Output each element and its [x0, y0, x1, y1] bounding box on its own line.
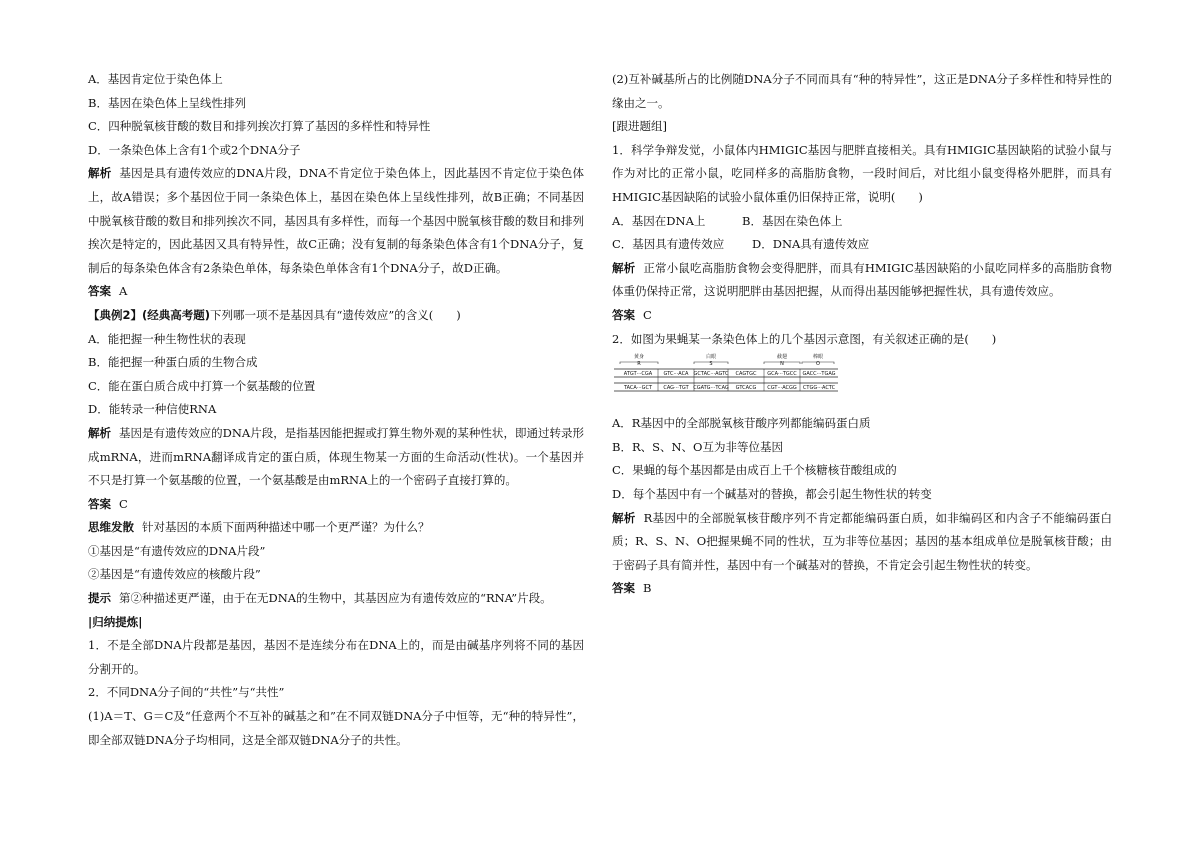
example2-option-d: D．能转录一种信使RNA — [88, 402, 217, 417]
hint-label: 提示 — [88, 591, 111, 606]
summary-2: 2．不同DNA分子间的“共性”与“共性” — [88, 685, 285, 700]
fq2-stem: 2．如图为果蝇某一条染色体上的几个基因示意图，有关叙述正确的是( ) — [612, 331, 997, 346]
think-question — [88, 516, 584, 540]
analysis-label: 解析 — [88, 425, 112, 440]
summary-2-2: (2)互补碱基所占的比例随DNA分子不同而具有“种的特异性”，这正是DNA分子多样性和特异性的缘由之一。 — [612, 72, 1112, 110]
bottom-seq-2: CAG···TGT — [663, 385, 689, 392]
analysis-label: 解析 — [88, 166, 112, 181]
q1-analysis — [88, 162, 584, 280]
summary-title — [88, 611, 584, 635]
example2-stem-text: 下列哪一项不是基因具有“遗传效应”的含义( ) — [210, 307, 461, 322]
fq2-option-d: D．每个基因中有一个碱基对的替换，都会引起生物性状的转变 — [612, 486, 932, 501]
bottom-seq-4: GTCACG — [735, 385, 757, 392]
q1-option-a: A．基因肯定位于染色体上 — [88, 72, 223, 86]
summary-2-1: (1)A＝T、G＝C及“任意两个不互补的碱基之和”在不同双链DNA分子中恒等，无“种的特异性”，即全部双链DNA分子均相同，这是全部双链DNA分子的共性。 — [88, 709, 584, 747]
top-seq-4: CAGTGC — [735, 371, 757, 378]
example2-analysis-text: 基因是有遗传效应的DNA片段，是指基因能把握或打算生物外观的某种性状，即通过转录形成mRNA，进而mRNA翻译成肯定的蛋白质，体现生物某一方面的生命活动(性状)。一个基因并不只是打算一个氨基酸的位置，一个氨基酸是由mRNA上的一个密码子直接打算的。 — [88, 425, 585, 488]
q1-analysis-text: 基因是具有遗传效应的DNA片段，DNA不肯定位于染色体上，因此基因不肯定位于染色体上，故A错误；多个基因位于同一条染色体上，基因在染色体上呈线性排列，故B正确；不同基因中脱氧核苷酸的数目和排列挨次不同，基因具有多样性，而每一个基因中脱氧核苷酸的数目和排列挨次是特定的，因此基因又具有特异性，故C正确；没有复制的每条染色体含有1个DNA分子，复制后的每条染色体含有2条染色单体，每条染色单体含有1个DNA分子，故D正确。 — [88, 166, 585, 275]
top-seq-3: GCTAC···AGTC — [693, 371, 729, 378]
fq1-option-a: A．基因在DNA上 — [612, 213, 706, 228]
fq1-options-row-1 — [612, 210, 1112, 234]
analysis-label: 解析 — [612, 260, 636, 275]
fq2-answer — [612, 577, 1112, 601]
fq1-stem: 1．科学争辩发觉，小鼠体内HMIGIC基因与肥胖直接相关。具有HMIGIC基因缺陷的试验小鼠与作为对比的正常小鼠，吃同样多的高脂肪食物，一段时间后，对比组小鼠变得格外肥胖，而具有HMIGIC基因缺陷的试验小鼠体重仍旧保持正常，说明( ) — [612, 142, 1112, 204]
fq1-analysis — [612, 257, 1112, 304]
top-seq-1: ATGT···CGA — [623, 371, 653, 378]
example2-analysis — [88, 422, 584, 493]
example2-answer-value: C — [119, 496, 128, 511]
summary-title-text: |归纳提炼| — [88, 614, 143, 629]
fq2-answer-value: B — [643, 581, 652, 596]
gene-letter-n: N — [780, 361, 784, 368]
example2-option-c: C．能在蛋白质合成中打算一个氨基酸的位置 — [88, 378, 316, 393]
fq2-analysis-text: R基因中的全部脱氧核苷酸序列不肯定都能编码蛋白质，如非编码区和内含子不能编码蛋白质；R、S、N、O把握果蝇不同的性状，互为非等位基因；基因的基本组成单位是脱氧核苷酸；由于密码子具有简并性，基因中有一个碱基对的替换，不肯定会引起生物性状的转变。 — [612, 510, 1112, 572]
gene-letter-o: O — [816, 361, 820, 368]
example2-source: (经典高考题) — [142, 307, 211, 322]
bottom-seq-3: CGATG···TCAG — [693, 385, 729, 392]
bottom-seq-5: CGT···ACGG — [767, 385, 797, 392]
q1-answer-value: A — [119, 284, 128, 299]
top-seq-5: GCA···TGCC — [767, 371, 797, 378]
gene-letter-s: S — [709, 361, 713, 368]
gene-diagram — [612, 353, 840, 403]
gene-label-s: 白眼 — [705, 354, 717, 361]
fq1-answer — [612, 304, 1112, 328]
right-column — [612, 68, 1112, 601]
summary-1: 1．不是全部DNA片段都是基因，基因不是连续分布在DNA上的，而是由碱基序列将不同的基因分割开的。 — [88, 638, 584, 676]
example2-stem — [88, 304, 584, 328]
gene-label-n: 截翅 — [776, 354, 788, 361]
gene-letter-r: R — [637, 361, 641, 368]
think-item-2: ②基因是“有遗传效应的核酸片段” — [88, 567, 261, 582]
top-seq-2: GTC···ACA — [663, 371, 689, 378]
fq1-analysis-text: 正常小鼠吃高脂肪食物会变得肥胖，而具有HMIGIC基因缺陷的小鼠吃同样多的高脂肪食物体重仍保持正常，这说明肥胖由基因把握，从而得出基因能够把握性状，具有遗传效应。 — [612, 260, 1113, 299]
hint — [88, 587, 584, 611]
example2-option-b: B．能把握一种蛋白质的生物合成 — [88, 355, 258, 370]
fq1-option-b: B．基因在染色体上 — [742, 213, 843, 228]
fq1-option-c: C．基因具有遗传效应 — [612, 237, 725, 252]
follow-title: [跟进题组] — [612, 119, 667, 134]
left-column — [88, 68, 584, 752]
hint-text: 第②种描述更严谨，由于在无DNA的生物中，其基因应为有遗传效应的“RNA”片段。 — [119, 591, 552, 606]
q1-option-b: B．基因在染色体上呈线性排列 — [88, 95, 246, 110]
answer-label: 答案 — [88, 284, 111, 299]
fq1-option-d: D．DNA具有遗传效应 — [752, 237, 870, 252]
fq1-options-row-2 — [612, 233, 1112, 257]
top-seq-6: GACC···TGAG — [802, 371, 836, 378]
q1-answer — [88, 280, 584, 304]
answer-label: 答案 — [88, 496, 111, 511]
example2-tag: 【典例2】 — [88, 307, 143, 322]
think-question-text: 针对基因的本质下面两种描述中哪一个更严谨？为什么？ — [142, 520, 430, 535]
think-label: 思维发散 — [88, 520, 134, 535]
example2-answer — [88, 493, 584, 517]
fq2-option-b: B．R、S、N、O互为非等位基因 — [612, 439, 783, 454]
think-item-1: ①基因是“有遗传效应的DNA片段” — [88, 543, 266, 558]
bottom-seq-1: TACA···GCT — [623, 385, 653, 392]
gene-label-o: 棒眼 — [812, 354, 824, 361]
analysis-label: 解析 — [612, 510, 636, 525]
fq1-answer-value: C — [643, 307, 652, 322]
bottom-seq-6: CTGG···ACTC — [802, 385, 836, 392]
fq2-analysis — [612, 507, 1112, 578]
fq2-option-a: A．R基因中的全部脱氧核苷酸序列都能编码蛋白质 — [612, 416, 871, 431]
answer-label: 答案 — [612, 581, 635, 596]
example2-option-a: A．能把握一种生物性状的表现 — [88, 331, 246, 346]
answer-label: 答案 — [612, 307, 635, 322]
q1-option-d: D．一条染色体上含有1个或2个DNA分子 — [88, 142, 301, 157]
fq2-option-c: C．果蝇的每个基因都是由成百上千个核糖核苷酸组成的 — [612, 463, 897, 478]
gene-label-r: 黄身 — [633, 354, 645, 361]
q1-option-c: C．四种脱氧核苷酸的数目和排列挨次打算了基因的多样性和特异性 — [88, 119, 431, 134]
